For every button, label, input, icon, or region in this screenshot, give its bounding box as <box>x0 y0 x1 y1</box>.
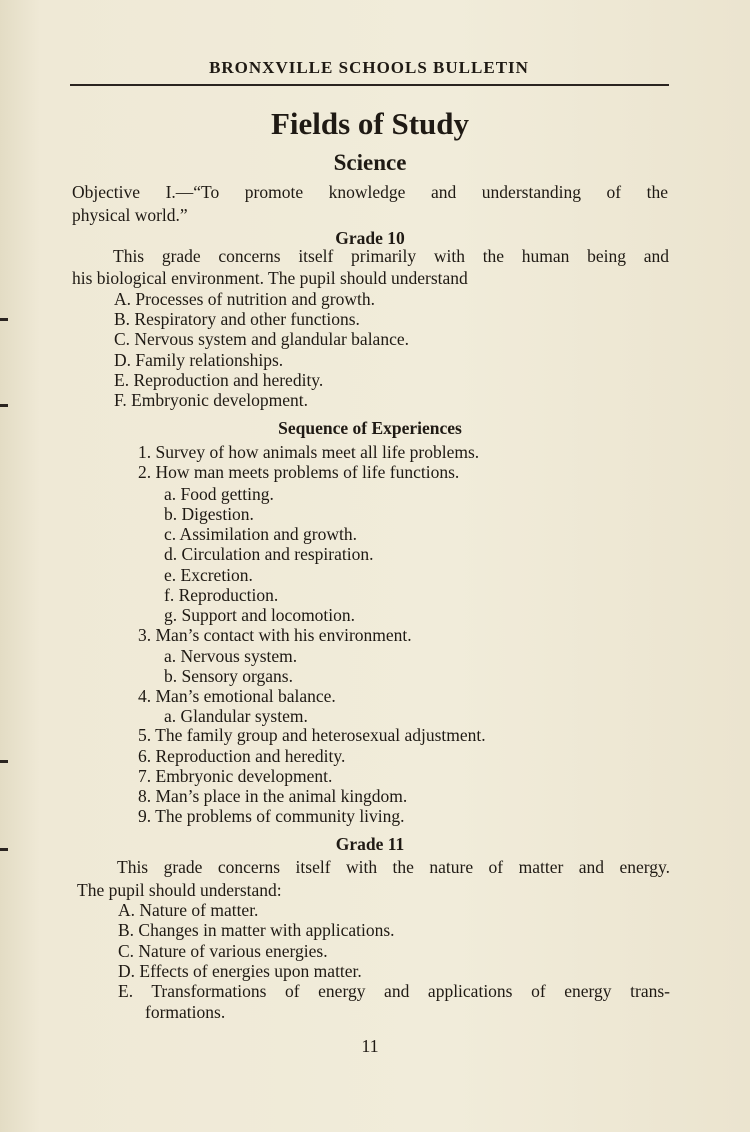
list-item-continuation: formations. <box>145 1002 226 1022</box>
page-title: Fields of Study <box>270 106 470 141</box>
list-item: C. Nervous system and glandular balance. <box>114 329 409 349</box>
sequence-heading: Sequence of Experiences <box>278 418 462 438</box>
grade-11-heading: Grade 11 <box>335 834 405 854</box>
sequence-item: 2. How man meets problems of life functions. <box>138 462 460 482</box>
sequence-subitem: b. Digestion. <box>164 504 254 524</box>
sequence-subitem: a. Nervous system. <box>164 646 298 666</box>
list-item: E. Reproduction and heredity. <box>114 370 324 390</box>
grade-10-heading: Grade 10 <box>335 228 405 248</box>
list-item: A. Processes of nutrition and growth. <box>114 289 376 309</box>
sequence-item: 1. Survey of how animals meet all life problems. <box>138 442 480 462</box>
intro-line: This grade concerns itself primarily with the human being and <box>113 246 669 266</box>
objective-line: physical world.” <box>72 205 188 225</box>
page-number: 11 <box>361 1036 379 1056</box>
list-item: D. Effects of energies upon matter. <box>118 961 362 981</box>
section-title: Science <box>333 150 407 175</box>
sequence-item: 9. The problems of community living. <box>138 806 405 826</box>
header-rule <box>70 84 669 86</box>
intro-line: This grade concerns itself with the nature of matter and energy. <box>117 857 670 877</box>
sequence-item: 3. Man’s contact with his environment. <box>138 625 412 645</box>
sequence-item: 8. Man’s place in the animal kingdom. <box>138 786 408 806</box>
sequence-subitem: a. Glandular system. <box>164 706 308 726</box>
sequence-item: 6. Reproduction and heredity. <box>138 746 346 766</box>
sequence-subitem: g. Support and locomotion. <box>164 605 356 625</box>
list-item: F. Embryonic development. <box>114 390 308 410</box>
sequence-item: 7. Embryonic development. <box>138 766 333 786</box>
sequence-subitem: b. Sensory organs. <box>164 666 293 686</box>
running-header: BRONXVILLE SCHOOLS BULLETIN <box>209 58 529 77</box>
list-item: C. Nature of various energies. <box>118 941 328 961</box>
binding-mark <box>0 760 8 763</box>
sequence-subitem: c. Assimilation and growth. <box>164 524 357 544</box>
sequence-subitem: e. Excretion. <box>164 565 253 585</box>
intro-line: his biological environment. The pupil should understand <box>72 268 468 288</box>
list-item: B. Respiratory and other functions. <box>114 309 360 329</box>
sequence-subitem: f. Reproduction. <box>164 585 279 605</box>
sequence-item: 4. Man’s emotional balance. <box>138 686 336 706</box>
binding-mark <box>0 404 8 407</box>
binding-mark <box>0 318 8 321</box>
list-item: A. Nature of matter. <box>118 900 259 920</box>
list-item: D. Family relationships. <box>114 350 284 370</box>
sequence-item: 5. The family group and heterosexual adjustment. <box>138 725 486 745</box>
sequence-subitem: a. Food getting. <box>164 484 274 504</box>
intro-line: The pupil should understand: <box>77 880 282 900</box>
list-item: B. Changes in matter with applications. <box>118 920 395 940</box>
sequence-subitem: d. Circulation and respiration. <box>164 544 374 564</box>
objective-line: Objective I.—“To promote knowledge and understanding of the <box>72 182 668 202</box>
binding-mark <box>0 848 8 851</box>
list-item: E. Transformations of energy and applications of energy trans- <box>118 981 670 1001</box>
